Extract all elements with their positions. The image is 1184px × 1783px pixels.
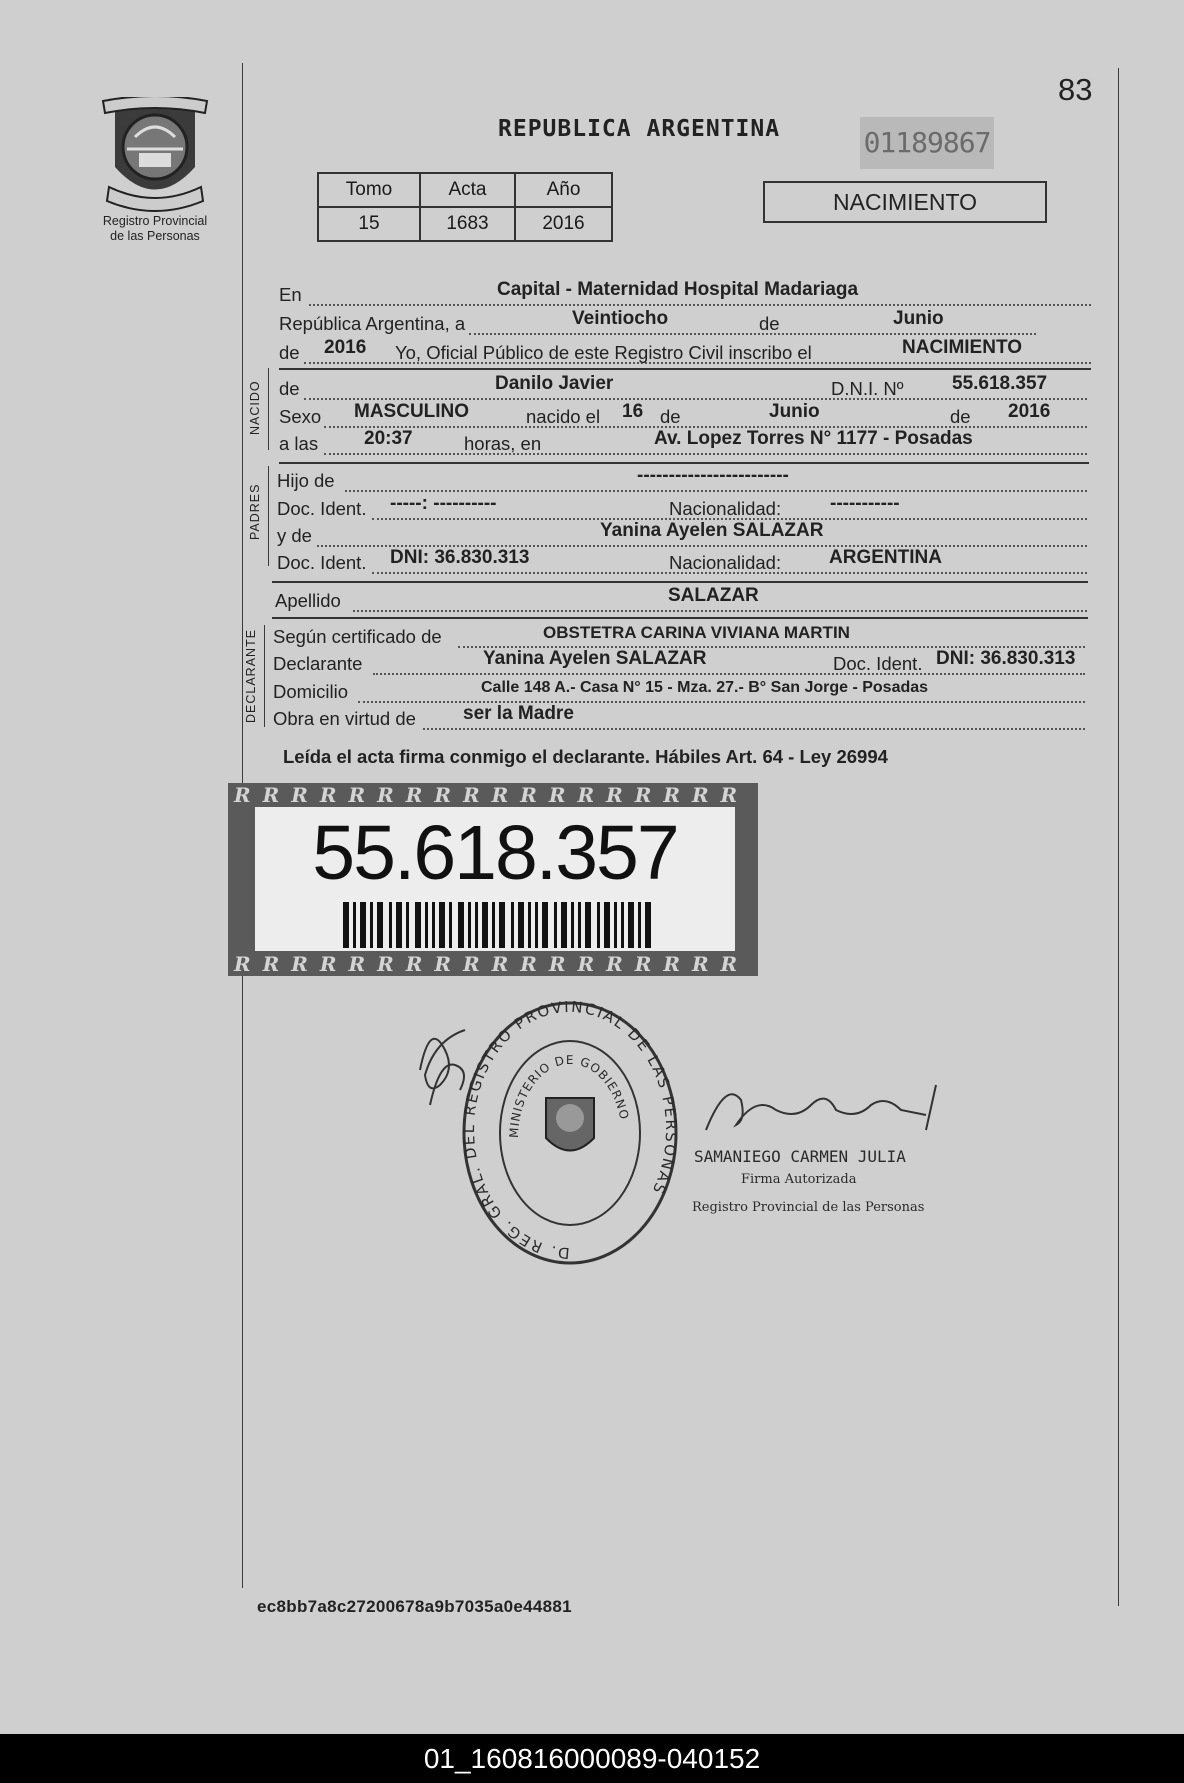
section-rule-1 bbox=[279, 368, 1091, 370]
dni-label: D.N.I. Nº bbox=[831, 378, 904, 399]
y-de-label: y de bbox=[277, 525, 312, 546]
section-rule-3 bbox=[272, 581, 1088, 583]
signer-role: Firma Autorizada bbox=[741, 1172, 857, 1187]
apellido: SALAZAR bbox=[668, 585, 759, 606]
apellido-label: Apellido bbox=[275, 590, 341, 611]
hijo-de-label: Hijo de bbox=[277, 470, 335, 491]
section-rule-2 bbox=[279, 462, 1089, 464]
anio: 2016 bbox=[324, 337, 367, 358]
official-seal bbox=[458, 998, 683, 1268]
madre-doc: DNI: 36.830.313 bbox=[390, 547, 530, 568]
nombre-dots bbox=[304, 398, 1087, 400]
logo-caption bbox=[88, 214, 222, 244]
republica-label: República Argentina, a bbox=[279, 313, 466, 334]
sexo-label: Sexo bbox=[279, 406, 322, 427]
value-anio: 2016 bbox=[515, 207, 612, 241]
domicilio: Calle 148 A.- Casa N° 15 - Mza. 27.- B° San Jorge - Posadas bbox=[481, 679, 929, 696]
document-hash: ec8bb7a8c27200678a9b7035a0e44881 bbox=[257, 1597, 572, 1616]
apellido-dots bbox=[353, 610, 1087, 612]
signer-office: Registro Provincial de las Personas bbox=[692, 1200, 925, 1215]
seal-outer-text: D. REG. GRAL. DEL REGISTRO PROVINCIAL DE LAS PERSONAS bbox=[459, 998, 681, 1263]
mes: Junio bbox=[893, 308, 944, 329]
declarante-bracket bbox=[264, 625, 265, 727]
row-apellido bbox=[275, 585, 1087, 620]
padre-nombre: ------------------------ bbox=[637, 465, 789, 486]
initials-signature bbox=[410, 1010, 480, 1110]
dni: 55.618.357 bbox=[952, 373, 1048, 394]
obra: ser la Madre bbox=[463, 703, 574, 724]
en-label: En bbox=[279, 284, 302, 305]
sticker-pattern-bottom: RRRRRRRRRRRRRRRRRR bbox=[234, 952, 750, 976]
sticker-label bbox=[255, 807, 735, 951]
padres-bracket bbox=[268, 466, 269, 566]
sticker-number: 55.618.357 bbox=[312, 810, 678, 896]
de-label-4: de bbox=[950, 406, 971, 427]
nacionalidad-label: Nacionalidad: bbox=[669, 498, 782, 519]
value-acta: 1683 bbox=[420, 207, 515, 241]
doc-ident-label-2: Doc. Ident. bbox=[277, 552, 367, 573]
decl-doc-label: Doc. Ident. bbox=[833, 653, 923, 674]
anio-nac: 2016 bbox=[1008, 401, 1051, 422]
certificado: OBSTETRA CARINA VIVIANA MARTIN bbox=[543, 623, 850, 642]
nacido-bracket bbox=[268, 368, 269, 450]
en-dots bbox=[309, 304, 1091, 306]
section-rule-4 bbox=[272, 617, 1088, 619]
row-hora bbox=[279, 428, 1087, 463]
sexo: MASCULINO bbox=[354, 401, 470, 422]
padre-nacionalidad: ----------- bbox=[830, 493, 900, 514]
nacido-el-label: nacido el bbox=[526, 406, 601, 427]
signer-name: SAMANIEGO CARMEN JULIA bbox=[694, 1147, 906, 1166]
side-label-padres: PADRES bbox=[248, 483, 262, 540]
document-title: REPUBLICA ARGENTINA bbox=[498, 116, 781, 142]
logo-caption-line2: de las Personas bbox=[110, 229, 200, 243]
declarante-label: Declarante bbox=[273, 653, 363, 674]
row-madre-doc bbox=[277, 547, 1087, 582]
right-margin-line bbox=[1118, 68, 1119, 1606]
birth-place: Capital - Maternidad Hospital Madariaga bbox=[497, 279, 859, 300]
row-obra bbox=[273, 703, 1085, 738]
header-tomo: Tomo bbox=[318, 173, 420, 207]
side-label-nacido: NACIDO bbox=[248, 380, 262, 435]
row-en bbox=[279, 279, 1091, 314]
dia-texto: Veintiocho bbox=[572, 308, 669, 329]
value-tomo: 15 bbox=[318, 207, 420, 241]
madre-nacionalidad: ARGENTINA bbox=[829, 547, 942, 568]
inscribo-text: Yo, Oficial Público de este Registro Civil inscribo el bbox=[395, 342, 812, 363]
scan-footer: 01_160816000089-040152 bbox=[0, 1734, 1184, 1783]
certificado-label: Según certificado de bbox=[273, 626, 442, 647]
authorized-signature bbox=[686, 1075, 956, 1185]
hijo-de-dots bbox=[345, 490, 1087, 492]
nombre: Danilo Javier bbox=[495, 373, 614, 394]
doc-ident-label: Doc. Ident. bbox=[277, 498, 367, 519]
closing-statement: Leída el acta firma conmigo el declarante. Hábiles Art. 64 - Ley 26994 bbox=[283, 746, 888, 767]
barcode bbox=[343, 902, 653, 948]
serial-number: 01189867 bbox=[860, 117, 994, 169]
fecha-dots bbox=[469, 333, 1036, 335]
dni-sticker bbox=[228, 783, 758, 976]
act-type-box: NACIMIENTO bbox=[763, 181, 1047, 223]
logo-caption-line1: Registro Provincial bbox=[102, 214, 208, 228]
lugar: Av. Lopez Torres N° 1177 - Posadas bbox=[654, 428, 973, 449]
de-label-1: de bbox=[759, 313, 780, 334]
side-label-declarante: DECLARANTE bbox=[244, 628, 258, 723]
page-number: 83 bbox=[1058, 72, 1093, 107]
nacionalidad-label-2: Nacionalidad: bbox=[669, 552, 782, 573]
obra-dots bbox=[423, 728, 1085, 730]
signature-scribble bbox=[686, 1075, 956, 1135]
horas-en-label: horas, en bbox=[464, 433, 542, 454]
obra-label: Obra en virtud de bbox=[273, 708, 416, 729]
declarante: Yanina Ayelen SALAZAR bbox=[483, 648, 707, 669]
nacido-de-label: de bbox=[279, 378, 300, 399]
de-label-2: de bbox=[279, 342, 300, 363]
hora: 20:37 bbox=[364, 428, 413, 449]
madre-nombre: Yanina Ayelen SALAZAR bbox=[600, 520, 824, 541]
sticker-pattern: RRRRRRRRRRRRRRRRRR bbox=[234, 783, 750, 807]
record-table bbox=[317, 172, 613, 242]
hora-dots bbox=[324, 453, 1087, 455]
seal-inner-text: MINISTERIO DE GOBIERNO bbox=[506, 1052, 632, 1139]
mes-nac: Junio bbox=[769, 401, 820, 422]
domicilio-label: Domicilio bbox=[273, 681, 349, 702]
de-label-3: de bbox=[660, 406, 681, 427]
inscribo-value: NACIMIENTO bbox=[902, 337, 1022, 358]
header-acta: Acta bbox=[420, 173, 515, 207]
header-anio: Año bbox=[515, 173, 612, 207]
dia-nac: 16 bbox=[622, 401, 644, 422]
declarante-dots bbox=[373, 673, 1085, 675]
a-las-label: a las bbox=[279, 433, 319, 454]
row-domicilio bbox=[273, 681, 1085, 711]
decl-doc: DNI: 36.830.313 bbox=[936, 648, 1076, 669]
padre-doc: -----: ---------- bbox=[390, 493, 497, 514]
